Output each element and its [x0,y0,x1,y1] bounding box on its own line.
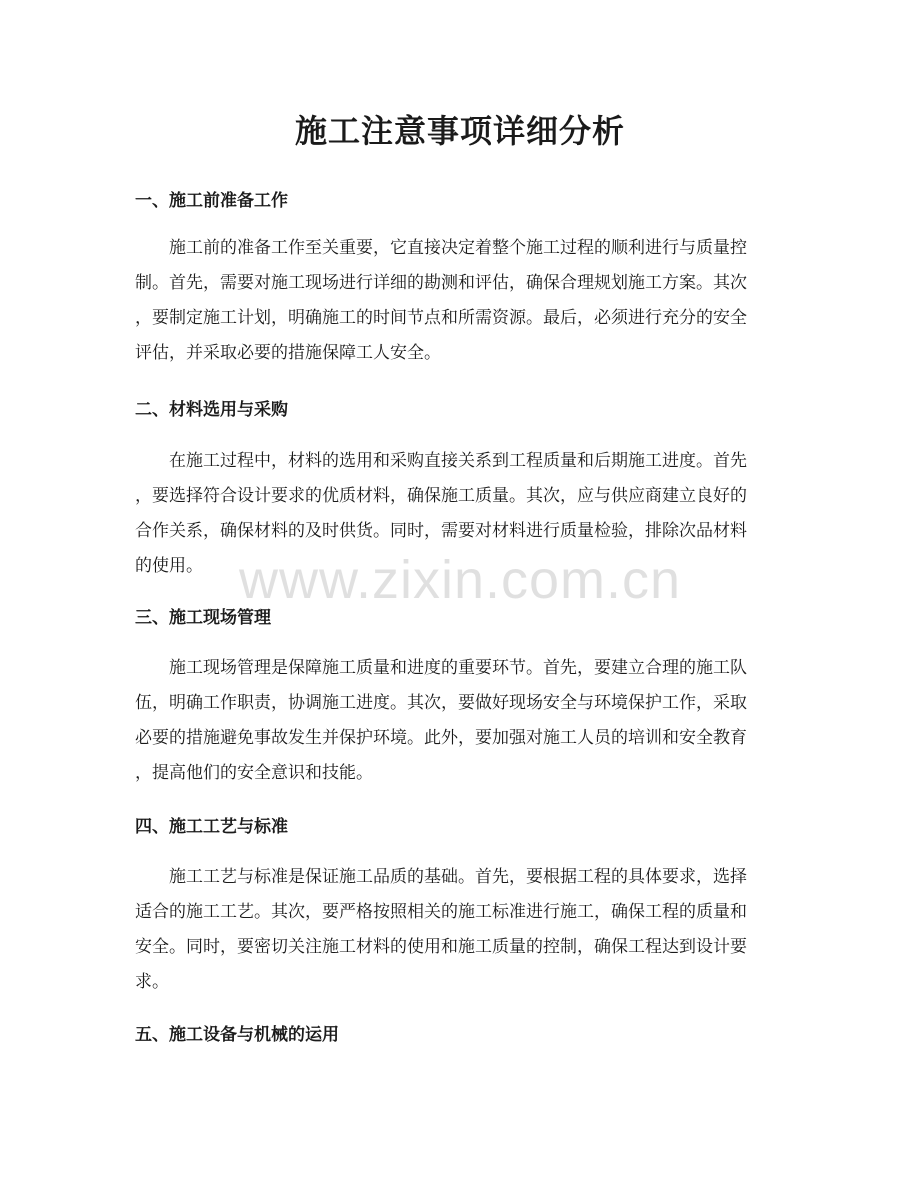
paragraph-line: 施工工艺与标准是保证施工品质的基础。首先，要根据工程的具体要求，选择 [169,867,747,887]
paragraph-line: 适合的施工工艺。其次，要严格按照相关的施工标准进行施工，确保工程的质量和 [135,902,747,922]
paragraph-line: 制。首先，需要对施工现场进行详细的勘测和评估，确保合理规划施工方案。其次 [135,273,747,293]
paragraph-line: 施工前的准备工作至关重要，它直接决定着整个施工过程的顺利进行与质量控 [169,238,747,258]
paragraph-line: ，提高他们的安全意识和技能。 [135,763,373,783]
section-heading-2: 二、材料选用与采购 [135,400,288,420]
page-title: 施工注意事项详细分析 [294,112,625,150]
section-heading-3: 三、施工现场管理 [135,608,271,628]
paragraph-line: 安全。同时，要密切关注施工材料的使用和施工质量的控制，确保工程达到设计要 [135,937,747,957]
paragraph-line: 伍，明确工作职责，协调施工进度。其次，要做好现场安全与环境保护工作，采取 [135,693,747,713]
paragraph-line: 在施工过程中，材料的选用和采购直接关系到工程质量和后期施工进度。首先 [169,451,747,471]
section-paragraph-4 [135,860,795,1000]
paragraph-line: 合作关系，确保材料的及时供货。同时，需要对材料进行质量检验，排除次品材料 [135,521,747,541]
section-paragraph-1 [135,231,795,371]
section-paragraph-2 [135,444,795,584]
section-heading-5: 五、施工设备与机械的运用 [135,1025,339,1045]
section-heading-1: 一、施工前准备工作 [135,191,288,211]
section-heading-4: 四、施工工艺与标准 [135,817,288,837]
paragraph-line: 必要的措施避免事故发生并保护环境。此外，要加强对施工人员的培训和安全教育 [135,728,747,748]
paragraph-line: 评估，并采取必要的措施保障工人安全。 [135,343,441,363]
section-paragraph-3 [135,651,795,791]
paragraph-line: 施工现场管理是保障施工质量和进度的重要环节。首先，要建立合理的施工队 [169,658,747,678]
paragraph-line: ，要制定施工计划，明确施工的时间节点和所需资源。最后，必须进行充分的安全 [135,308,747,328]
paragraph-line: ，要选择符合设计要求的优质材料，确保施工质量。其次，应与供应商建立良好的 [135,486,747,506]
paragraph-line: 的使用。 [135,556,203,576]
watermark: www.zixin.com.cn [238,550,682,610]
paragraph-line: 求。 [135,972,169,992]
